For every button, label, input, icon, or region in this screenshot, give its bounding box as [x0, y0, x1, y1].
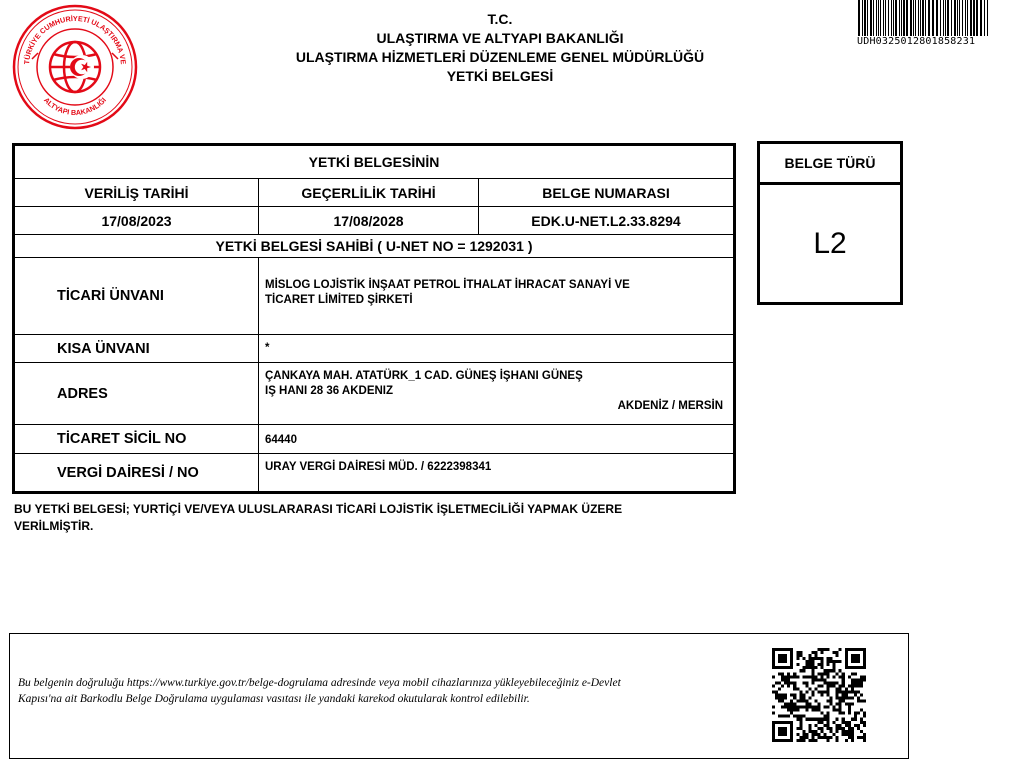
barcode: [858, 0, 990, 36]
trade-name-row: [15, 258, 733, 335]
short-name-row: [15, 335, 733, 363]
verification-footer: [9, 633, 909, 759]
tax-value: URAY VERGİ DAİRESİ MÜD. / 6222398341: [258, 454, 733, 491]
registry-value: 64440: [258, 425, 733, 453]
column-value-row: [15, 207, 733, 235]
address-value: [258, 363, 733, 424]
tax-label: VERGİ DAİRESİ / NO: [57, 464, 199, 481]
svg-text:TÜRKİYE CUMHURİYETİ ULAŞTIRMA: TÜRKİYE CUMHURİYETİ ULAŞTIRMA VE: [22, 13, 128, 65]
document-type-value: L2: [813, 226, 847, 260]
header-republic: T.C.: [487, 11, 513, 27]
trade-name-line-1: MİSLOG LOJİSTİK İNŞAAT PETROL İTHALAT İHRACAT SANAYİ VE: [265, 279, 630, 291]
statement-line-1: BU YETKİ BELGESİ; YURTİÇİ VE/VEYA ULUSLARARASI TİCARİ LOJİSTİK İŞLETMECİLİĞİ YAPMAK ÜZERE: [14, 502, 623, 516]
address-line-1: ÇANKAYA MAH. ATATÜRK_1 CAD. GÜNEŞ İŞHANI GÜNEŞ: [265, 370, 583, 382]
authorization-statement: [14, 501, 734, 535]
document-number-header: BELGE NUMARASI: [478, 179, 733, 206]
document-header: [250, 10, 750, 86]
address-line-2: IŞ HANI 28 36 AKDENIZ: [265, 385, 394, 397]
qr-code-icon: [772, 648, 866, 742]
section-title-row: [15, 146, 733, 179]
address-label: ADRES: [57, 385, 108, 402]
column-header-row: [15, 179, 733, 207]
verification-line-2: Kapısı'na ait Barkodlu Belge Doğrulama uygulaması vasıtası ile yandaki karekod okutularak kontrol edilebilir.: [18, 693, 530, 705]
short-name-value: *: [258, 335, 733, 362]
validity-date-value: 17/08/2028: [258, 207, 478, 234]
document-type-box: [757, 141, 903, 305]
ministry-seal-logo: [12, 4, 138, 130]
certificate-table: [12, 143, 736, 494]
section-title: YETKİ BELGESİNİN: [308, 154, 440, 170]
tax-row: [15, 454, 733, 491]
verification-line-1: Bu belgenin doğruluğu https://www.turkiye.gov.tr/belge-dogrulama adresinde veya mobil cihazlarınıza yükleyebileceğiniz e-Devlet: [18, 677, 621, 689]
holder-title-row: [15, 235, 733, 258]
address-row: [15, 363, 733, 425]
validity-date-header: GEÇERLİLİK TARİHİ: [258, 179, 478, 206]
header-document-title: YETKİ BELGESİ: [446, 68, 554, 84]
issue-date-header: VERİLİŞ TARİHİ: [84, 184, 189, 201]
statement-line-2: VERİLMİŞTİR.: [14, 519, 94, 533]
address-district: AKDENİZ / MERSİN: [617, 400, 723, 412]
holder-title: YETKİ BELGESİ SAHİBİ ( U-NET NO = 1292031 ): [215, 238, 533, 254]
issue-date-value: 17/08/2023: [101, 212, 172, 229]
trade-name-line-2: TİCARET LİMİTED ŞİRKETİ: [265, 294, 413, 306]
svg-text:ALTYAPI BAKANLIĞI: ALTYAPI BAKANLIĞI: [42, 95, 108, 118]
barcode-number: UDH0325012801858231: [857, 36, 976, 47]
header-ministry: ULAŞTIRMA VE ALTYAPI BAKANLIĞI: [376, 30, 624, 46]
document-type-label: BELGE TÜRÜ: [760, 144, 900, 185]
short-name-label: KISA ÜNVANI: [57, 340, 150, 357]
header-directorate: ULAŞTIRMA HİZMETLERİ DÜZENLEME GENEL MÜDÜRLÜĞÜ: [295, 49, 705, 65]
trade-name-value: [258, 258, 733, 334]
registry-row: [15, 425, 733, 454]
document-number-value: EDK.U-NET.L2.33.8294: [478, 207, 733, 234]
verification-text: [18, 675, 738, 707]
registry-label: TİCARET SİCİL NO: [57, 431, 187, 447]
trade-name-label: TİCARİ ÜNVANI: [57, 288, 164, 304]
